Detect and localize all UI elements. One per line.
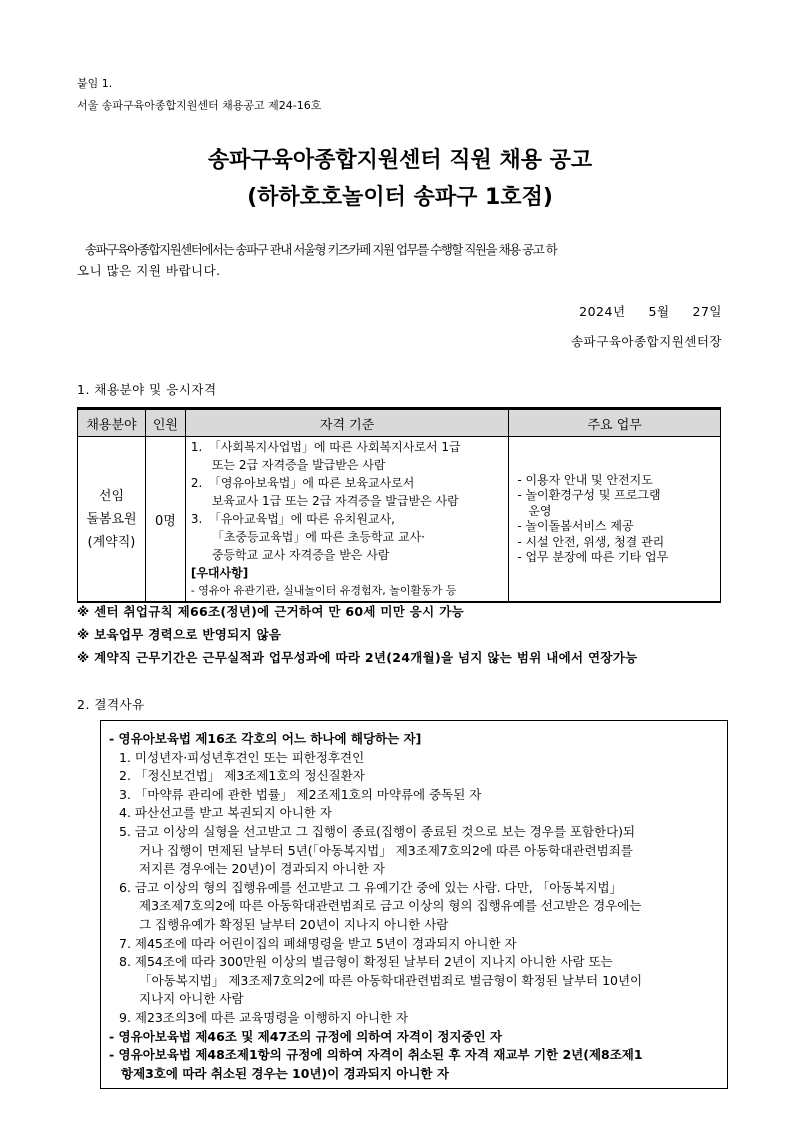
list-item: - 업무 분장에 따른 기타 업무 — [517, 550, 669, 564]
qualification-list — [191, 438, 504, 600]
list-item: 3. 「마약류 관리에 관한 법률」 제2조제1호의 마약류에 중독된 자 — [119, 786, 482, 802]
list-item: 9. 제23조의3에 따른 교육명령을 이행하지 아니한 자 — [119, 1010, 409, 1025]
list-item: 8. 제54조에 따라 300만원 이상의 벌금형이 확정된 날부터 2년이 지나지 아니한 사람 또는 — [119, 954, 613, 970]
group2-title: - 영유아보육법 제46조 및 제47조의 규정에 의하여 자격이 정지중인 자 — [109, 1028, 503, 1044]
header-qualification: 자격 기준 — [185, 409, 508, 437]
list-item: - 놀이환경구성 및 프로그램 — [517, 488, 661, 502]
duties-cell — [509, 437, 721, 603]
list-item: 그 집행유예가 확정된 날부터 20년이 지나지 아니한 사람 — [139, 917, 449, 932]
list-item: 7. 제45조에 따라 어린이집의 폐쇄명령을 받고 5년이 경과되지 아니한 자 — [119, 935, 517, 951]
group1-title: - 영유아보육법 제16조 각호의 어느 하나에 해당하는 자] — [109, 731, 422, 746]
item-number: 1. — [190, 440, 203, 454]
list-item: - 이용자 안내 및 안전지도 — [517, 472, 653, 487]
item-text: 「유아교육법」에 따른 유치원교사, — [208, 512, 395, 526]
qualification-cell — [185, 437, 508, 603]
note-contract: ※ 계약직 근무기간은 근무실적과 업무성과에 따라 2년(24개월)을 넘지 않는 범위 내에서 연장가능 — [77, 650, 638, 665]
group3-line-2: 항제3호에 따라 취소된 경우는 10년)이 경과되지 아니한 자 — [121, 1065, 449, 1081]
list-item: 제3조제7호의2에 따른 아동학대관련범죄로 금고 이상의 형의 집행유예를 선고받은 경우에는 — [139, 898, 642, 914]
table-header-row — [78, 409, 721, 437]
date-year: 2024년 — [579, 304, 626, 319]
list-item: 보육교사 1급 또는 2급 자격증을 발급받은 사람 — [211, 494, 459, 508]
notice-date — [579, 302, 722, 320]
header-field: 채용분야 — [78, 409, 146, 437]
page-subtitle: (하하호호놀이터 송파구 1호점) — [247, 185, 553, 210]
header-duties: 주요 업무 — [509, 409, 721, 437]
date-month: 5월 — [648, 304, 670, 319]
preference-title: [우대사항] — [190, 566, 249, 580]
list-item: - 놀이돌봄서비스 제공 — [517, 519, 634, 533]
field-line: 돌봄요원 — [86, 511, 137, 527]
list-item — [191, 510, 504, 528]
list-item: 「아동복지법」 제3조제7호의2에 따른 아동학대관련범죄로 벌금형이 확정된 날부터 10년이 — [139, 972, 643, 988]
date-day: 27일 — [692, 304, 722, 319]
notice-number: 서울 송파구육아종합지원센터 채용공고 제24-16호 — [77, 99, 322, 112]
list-item: - 시설 안전, 위생, 청결 관리 — [517, 534, 665, 549]
item-text: 「사회복지사업법」에 따른 사회복지사로서 1급 — [208, 440, 461, 454]
field-line: 선임 — [98, 488, 125, 504]
note-career: ※ 보육업무 경력으로 반영되지 않음 — [77, 627, 282, 642]
section1-heading: 1. 채용분야 및 응시자격 — [77, 382, 217, 397]
list-item: 「초중등교육법」에 따른 초등학교 교사· — [211, 530, 425, 544]
list-item: 4. 파산선고를 받고 복권되지 아니한 자 — [119, 805, 332, 821]
header-count: 인원 — [145, 409, 185, 437]
list-item: 운영 — [528, 503, 552, 518]
table-row — [78, 437, 721, 603]
duties-list — [517, 473, 714, 566]
list-item: 중등학교 교사 자격증을 받은 사람 — [211, 548, 390, 562]
note-retirement: ※ 센터 취업규칙 제66조(정년)에 근거하여 만 60세 미만 응시 가능 — [77, 604, 464, 619]
list-item: 거나 집행이 면제된 날부터 5년(「아동복지법」 제3조제7호의2에 따른 아동학대관련범죄를 — [139, 842, 633, 858]
list-item: 2. 「정신보건법」 제3조제1호의 정신질환자 — [119, 768, 365, 784]
recruitment-table — [77, 407, 721, 603]
list-item: 6. 금고 이상의 형의 집행유예를 선고받고 그 유예기간 중에 있는 사람. 다만, 「아동복지법」 — [119, 879, 623, 895]
list-item: 저지른 경우에는 20년)이 경과되지 아니한 자 — [139, 861, 385, 877]
list-item: 1. 미성년자·피성년후견인 또는 피한정후견인 — [119, 749, 365, 765]
item-number: 3. — [190, 512, 203, 526]
field-cell — [78, 437, 146, 603]
list-item: 또는 2급 자격증을 발급받은 사람 — [211, 458, 386, 472]
attachment-label: 붙임 1. — [77, 77, 113, 90]
list-item: 5. 금고 이상의 실형을 선고받고 그 집행이 종료(집행이 종료된 것으로 보는 경우를 포함한다)되 — [119, 824, 636, 839]
item-number: 2. — [190, 476, 203, 490]
list-item: 지나지 아니한 사람 — [139, 991, 244, 1007]
item-text: 「영유아보육법」에 따른 보육교사로서 — [208, 476, 415, 490]
intro-line-1: 송파구육아종합지원센터에서는 송파구 관내 서울형 키즈카페 지원 업무를 수행할 직원을 채용 공고 하 — [85, 242, 557, 257]
page-title: 송파구육아종합지원센터 직원 채용 공고 — [207, 148, 593, 173]
preference-text: - 영유아 유관기관, 실내놀이터 유경험자, 놀이활동가 등 — [190, 584, 457, 597]
section2-heading: 2. 결격사유 — [77, 697, 145, 712]
list-item — [191, 438, 504, 456]
signer: 송파구육아종합지원센터장 — [571, 334, 722, 349]
group3-line-1: - 영유아보육법 제48조제1항의 규정에 의하여 자격이 취소된 후 자격 재교부 기한 2년(제8조제1 — [109, 1047, 643, 1063]
field-line: (계약직) — [87, 534, 136, 550]
count-cell: 0명 — [145, 437, 185, 603]
intro-line-2: 오니 많은 지원 바랍니다. — [77, 263, 221, 278]
list-item — [191, 474, 504, 492]
disqualification-box — [100, 720, 728, 1089]
